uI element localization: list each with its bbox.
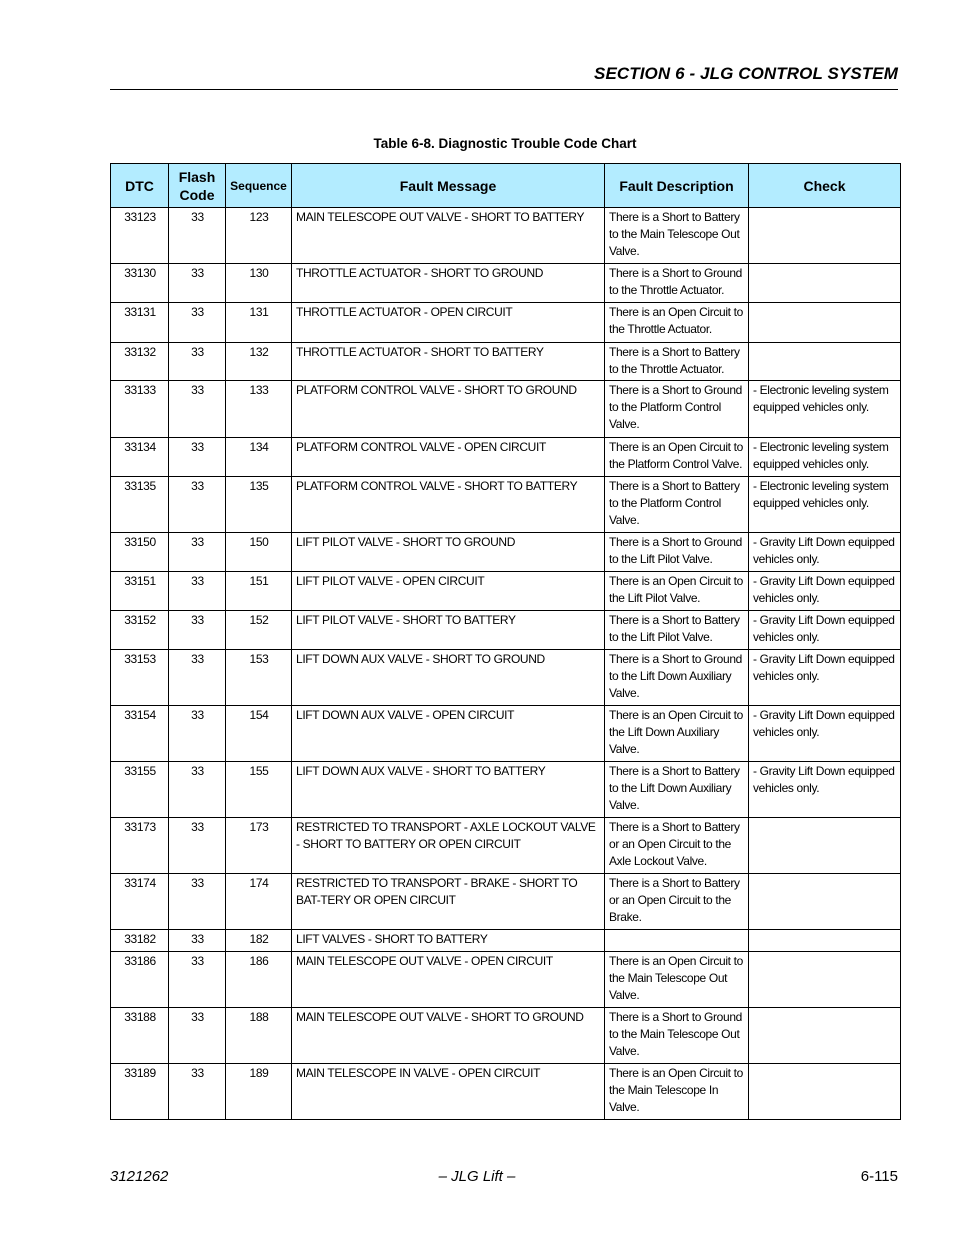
cell-fault-message: LIFT PILOT VALVE - OPEN CIRCUIT: [292, 572, 605, 611]
cell-sequence: 133: [226, 381, 292, 438]
cell-dtc: 33151: [111, 572, 169, 611]
cell-fault-message: PLATFORM CONTROL VALVE - SHORT TO GROUND: [292, 381, 605, 438]
col-header-fault-message: Fault Message: [292, 164, 605, 208]
cell-flash-code: 33: [169, 438, 226, 477]
table-row: [111, 611, 901, 650]
table-row: [111, 303, 901, 343]
cell-fault-message: LIFT DOWN AUX VALVE - SHORT TO GROUND: [292, 650, 605, 706]
cell-sequence: 188: [226, 1008, 292, 1064]
table-row: [111, 930, 901, 952]
cell-fault-message: MAIN TELESCOPE OUT VALVE - OPEN CIRCUIT: [292, 952, 605, 1008]
col-header-fault-description: Fault Description: [605, 164, 749, 208]
cell-sequence: 186: [226, 952, 292, 1008]
cell-flash-code: 33: [169, 477, 226, 533]
table-row: [111, 818, 901, 874]
cell-fault-description: There is a Short to Battery to the Lift Down Auxiliary Valve.: [605, 762, 749, 818]
cell-sequence: 173: [226, 818, 292, 874]
cell-dtc: 33152: [111, 611, 169, 650]
cell-fault-message: LIFT DOWN AUX VALVE - OPEN CIRCUIT: [292, 706, 605, 762]
table-row: [111, 264, 901, 303]
cell-sequence: 132: [226, 343, 292, 381]
cell-fault-message: MAIN TELESCOPE OUT VALVE - SHORT TO GROUND: [292, 1008, 605, 1064]
col-header-flash-code: Flash Code: [169, 164, 226, 208]
cell-flash-code: 33: [169, 1008, 226, 1064]
table-row: [111, 1064, 901, 1120]
cell-check: [749, 303, 901, 343]
table-row: [111, 208, 901, 264]
cell-fault-description: There is an Open Circuit to the Lift Pilot Valve.: [605, 572, 749, 611]
cell-fault-message: MAIN TELESCOPE IN VALVE - OPEN CIRCUIT: [292, 1064, 605, 1120]
cell-fault-description: There is a Short to Battery or an Open Circuit to the Brake.: [605, 874, 749, 930]
cell-check: - Gravity Lift Down equipped vehicles only.: [749, 533, 901, 572]
cell-flash-code: 33: [169, 611, 226, 650]
cell-flash-code: 33: [169, 264, 226, 303]
cell-check: [749, 818, 901, 874]
cell-flash-code: 33: [169, 381, 226, 438]
cell-flash-code: 33: [169, 1064, 226, 1120]
cell-sequence: 131: [226, 303, 292, 343]
cell-fault-message: THROTTLE ACTUATOR - SHORT TO GROUND: [292, 264, 605, 303]
cell-fault-description: There is an Open Circuit to the Throttle Actuator.: [605, 303, 749, 343]
cell-check: [749, 874, 901, 930]
cell-fault-description: There is a Short to Battery to the Lift Pilot Valve.: [605, 611, 749, 650]
cell-fault-message: MAIN TELESCOPE OUT VALVE - SHORT TO BATTERY: [292, 208, 605, 264]
cell-fault-message: LIFT PILOT VALVE - SHORT TO BATTERY: [292, 611, 605, 650]
cell-check: [749, 952, 901, 1008]
cell-sequence: 153: [226, 650, 292, 706]
cell-dtc: 33188: [111, 1008, 169, 1064]
cell-sequence: 151: [226, 572, 292, 611]
cell-fault-description: There is an Open Circuit to the Lift Down Auxiliary Valve.: [605, 706, 749, 762]
cell-sequence: 134: [226, 438, 292, 477]
table-body: [111, 208, 901, 1120]
table-row: [111, 650, 901, 706]
cell-dtc: 33150: [111, 533, 169, 572]
cell-fault-description: There is a Short to Battery to the Platform Control Valve.: [605, 477, 749, 533]
cell-dtc: 33132: [111, 343, 169, 381]
cell-fault-description: There is a Short to Battery to the Throttle Actuator.: [605, 343, 749, 381]
cell-check: [749, 264, 901, 303]
table-row: [111, 343, 901, 381]
table-header-row: [111, 164, 901, 208]
cell-fault-description: There is a Short to Ground to the Lift Pilot Valve.: [605, 533, 749, 572]
cell-fault-message: PLATFORM CONTROL VALVE - SHORT TO BATTERY: [292, 477, 605, 533]
table-row: [111, 952, 901, 1008]
cell-flash-code: 33: [169, 706, 226, 762]
cell-flash-code: 33: [169, 818, 226, 874]
cell-fault-description: There is a Short to Battery to the Main Telescope Out Valve.: [605, 208, 749, 264]
cell-dtc: 33182: [111, 930, 169, 952]
cell-flash-code: 33: [169, 572, 226, 611]
cell-fault-description: There is an Open Circuit to the Main Telescope Out Valve.: [605, 952, 749, 1008]
cell-sequence: 150: [226, 533, 292, 572]
cell-fault-message: THROTTLE ACTUATOR - SHORT TO BATTERY: [292, 343, 605, 381]
cell-dtc: 33154: [111, 706, 169, 762]
cell-fault-message: RESTRICTED TO TRANSPORT - BRAKE - SHORT TO BAT-TERY OR OPEN CIRCUIT: [292, 874, 605, 930]
cell-sequence: 189: [226, 1064, 292, 1120]
cell-fault-description: [605, 930, 749, 952]
footer-doc-number: 3121262: [110, 1168, 169, 1185]
table-row: [111, 381, 901, 438]
cell-check: - Electronic leveling system equipped vehicles only.: [749, 477, 901, 533]
cell-check: [749, 930, 901, 952]
header-rule: [110, 89, 898, 90]
footer-brand: – JLG Lift –: [438, 1168, 516, 1185]
cell-check: [749, 1008, 901, 1064]
cell-dtc: 33186: [111, 952, 169, 1008]
cell-fault-description: There is an Open Circuit to the Main Telescope In Valve.: [605, 1064, 749, 1120]
col-header-check: Check: [749, 164, 901, 208]
cell-dtc: 33133: [111, 381, 169, 438]
cell-dtc: 33131: [111, 303, 169, 343]
cell-flash-code: 33: [169, 952, 226, 1008]
cell-fault-description: There is an Open Circuit to the Platform Control Valve.: [605, 438, 749, 477]
cell-sequence: 182: [226, 930, 292, 952]
cell-sequence: 155: [226, 762, 292, 818]
cell-sequence: 174: [226, 874, 292, 930]
table-row: [111, 438, 901, 477]
cell-dtc: 33135: [111, 477, 169, 533]
cell-sequence: 152: [226, 611, 292, 650]
cell-flash-code: 33: [169, 762, 226, 818]
cell-check: [749, 1064, 901, 1120]
cell-fault-message: LIFT VALVES - SHORT TO BATTERY: [292, 930, 605, 952]
cell-fault-description: There is a Short to Battery or an Open Circuit to the Axle Lockout Valve.: [605, 818, 749, 874]
cell-check: - Gravity Lift Down equipped vehicles only.: [749, 762, 901, 818]
cell-check: - Electronic leveling system equipped vehicles only.: [749, 381, 901, 438]
table-row: [111, 874, 901, 930]
cell-fault-message: PLATFORM CONTROL VALVE - OPEN CIRCUIT: [292, 438, 605, 477]
cell-dtc: 33155: [111, 762, 169, 818]
cell-sequence: 130: [226, 264, 292, 303]
cell-dtc: 33123: [111, 208, 169, 264]
cell-dtc: 33153: [111, 650, 169, 706]
cell-fault-message: THROTTLE ACTUATOR - OPEN CIRCUIT: [292, 303, 605, 343]
table-row: [111, 1008, 901, 1064]
table-row: [111, 477, 901, 533]
table-row: [111, 533, 901, 572]
cell-sequence: 123: [226, 208, 292, 264]
cell-check: - Gravity Lift Down equipped vehicles only.: [749, 572, 901, 611]
col-header-dtc: DTC: [111, 164, 169, 208]
col-header-sequence: Sequence: [226, 164, 292, 208]
cell-check: - Gravity Lift Down equipped vehicles only.: [749, 650, 901, 706]
cell-fault-message: LIFT PILOT VALVE - SHORT TO GROUND: [292, 533, 605, 572]
section-header: SECTION 6 - JLG CONTROL SYSTEM: [594, 64, 898, 83]
cell-check: - Gravity Lift Down equipped vehicles only.: [749, 611, 901, 650]
cell-flash-code: 33: [169, 650, 226, 706]
cell-flash-code: 33: [169, 930, 226, 952]
cell-dtc: 33173: [111, 818, 169, 874]
table-row: [111, 762, 901, 818]
cell-flash-code: 33: [169, 303, 226, 343]
cell-fault-description: There is a Short to Ground to the Platform Control Valve.: [605, 381, 749, 438]
dtc-table: [110, 163, 901, 1120]
cell-sequence: 135: [226, 477, 292, 533]
cell-flash-code: 33: [169, 343, 226, 381]
table-title: Table 6-8. Diagnostic Trouble Code Chart: [373, 136, 637, 151]
cell-fault-description: There is a Short to Ground to the Throttle Actuator.: [605, 264, 749, 303]
cell-dtc: 33189: [111, 1064, 169, 1120]
table-row: [111, 706, 901, 762]
cell-flash-code: 33: [169, 208, 226, 264]
table-row: [111, 572, 901, 611]
cell-dtc: 33130: [111, 264, 169, 303]
cell-fault-description: There is a Short to Ground to the Main Telescope Out Valve.: [605, 1008, 749, 1064]
cell-fault-description: There is a Short to Ground to the Lift Down Auxiliary Valve.: [605, 650, 749, 706]
cell-sequence: 154: [226, 706, 292, 762]
cell-flash-code: 33: [169, 874, 226, 930]
cell-dtc: 33174: [111, 874, 169, 930]
cell-flash-code: 33: [169, 533, 226, 572]
cell-dtc: 33134: [111, 438, 169, 477]
cell-fault-message: LIFT DOWN AUX VALVE - SHORT TO BATTERY: [292, 762, 605, 818]
cell-check: [749, 208, 901, 264]
cell-check: - Electronic leveling system equipped vehicles only.: [749, 438, 901, 477]
footer-page-number: 6-115: [860, 1168, 898, 1185]
cell-fault-message: RESTRICTED TO TRANSPORT - AXLE LOCKOUT VALVE - SHORT TO BATTERY OR OPEN CIRCUIT: [292, 818, 605, 874]
cell-check: [749, 343, 901, 381]
cell-check: - Gravity Lift Down equipped vehicles only.: [749, 706, 901, 762]
